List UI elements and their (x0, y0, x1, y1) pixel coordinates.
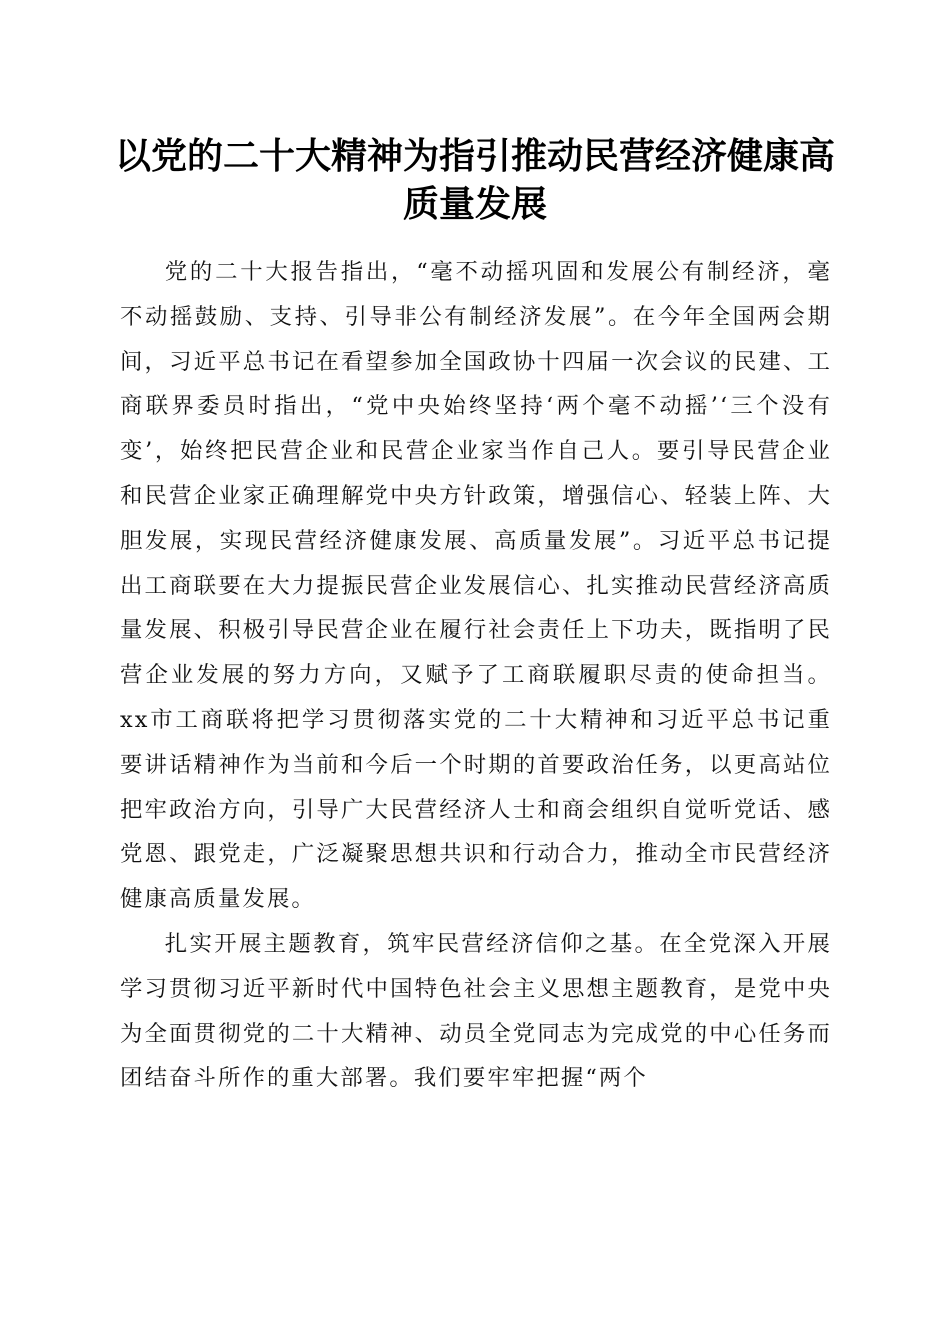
document-title: 以党的二十大精神为指引推动民营经济健康高质量发展 (114, 135, 835, 225)
body-paragraph: 扎实开展主题教育，筑牢民营经济信仰之基。在全党深入开展学习贯彻习近平新时代中国特色社会主义思想主题教育，是党中央为全面贯彻党的二十大精神、动员全党同志为完成党的中心任务而团结奋斗所作的重大部署。我们要牢牢把握“两个 (120, 930, 832, 1092)
document-body (120, 250, 832, 1101)
body-paragraph: 党的二十大报告指出，“毫不动摇巩固和发展公有制经济，毫不动摇鼓励、支持、引导非公有制经济发展”。在今年全国两会期间，习近平总书记在看望参加全国政协十四届一次会议的民建、工商联界委员时指出，“党中央始终坚持‘两个毫不动摇’‘三个没有变’，始终把民营企业和民营企业家当作自己人。要引导民营企业和民营企业家正确理解党中央方针政策，增强信心、轻装上阵、大胆发展，实现民营经济健康发展、高质量发展”。习近平总书记提出工商联要在大力提振民营企业发展信心、扎实推动民营经济高质量发展、积极引导民营企业在履行社会责任上下功夫，既指明了民营企业发展的努力方向，又赋予了工商联履职尽责的使命担当。xx市工商联将把学习贯彻落实党的二十大精神和习近平总书记重要讲话精神作为当前和今后一个时期的首要政治任务，以更高站位把牢政治方向，引导广大民营经济人士和商会组织自觉听党话、感党恩、跟党走，广泛凝聚思想共识和行动合力，推动全市民营经济健康高质量发展。 (120, 259, 832, 913)
